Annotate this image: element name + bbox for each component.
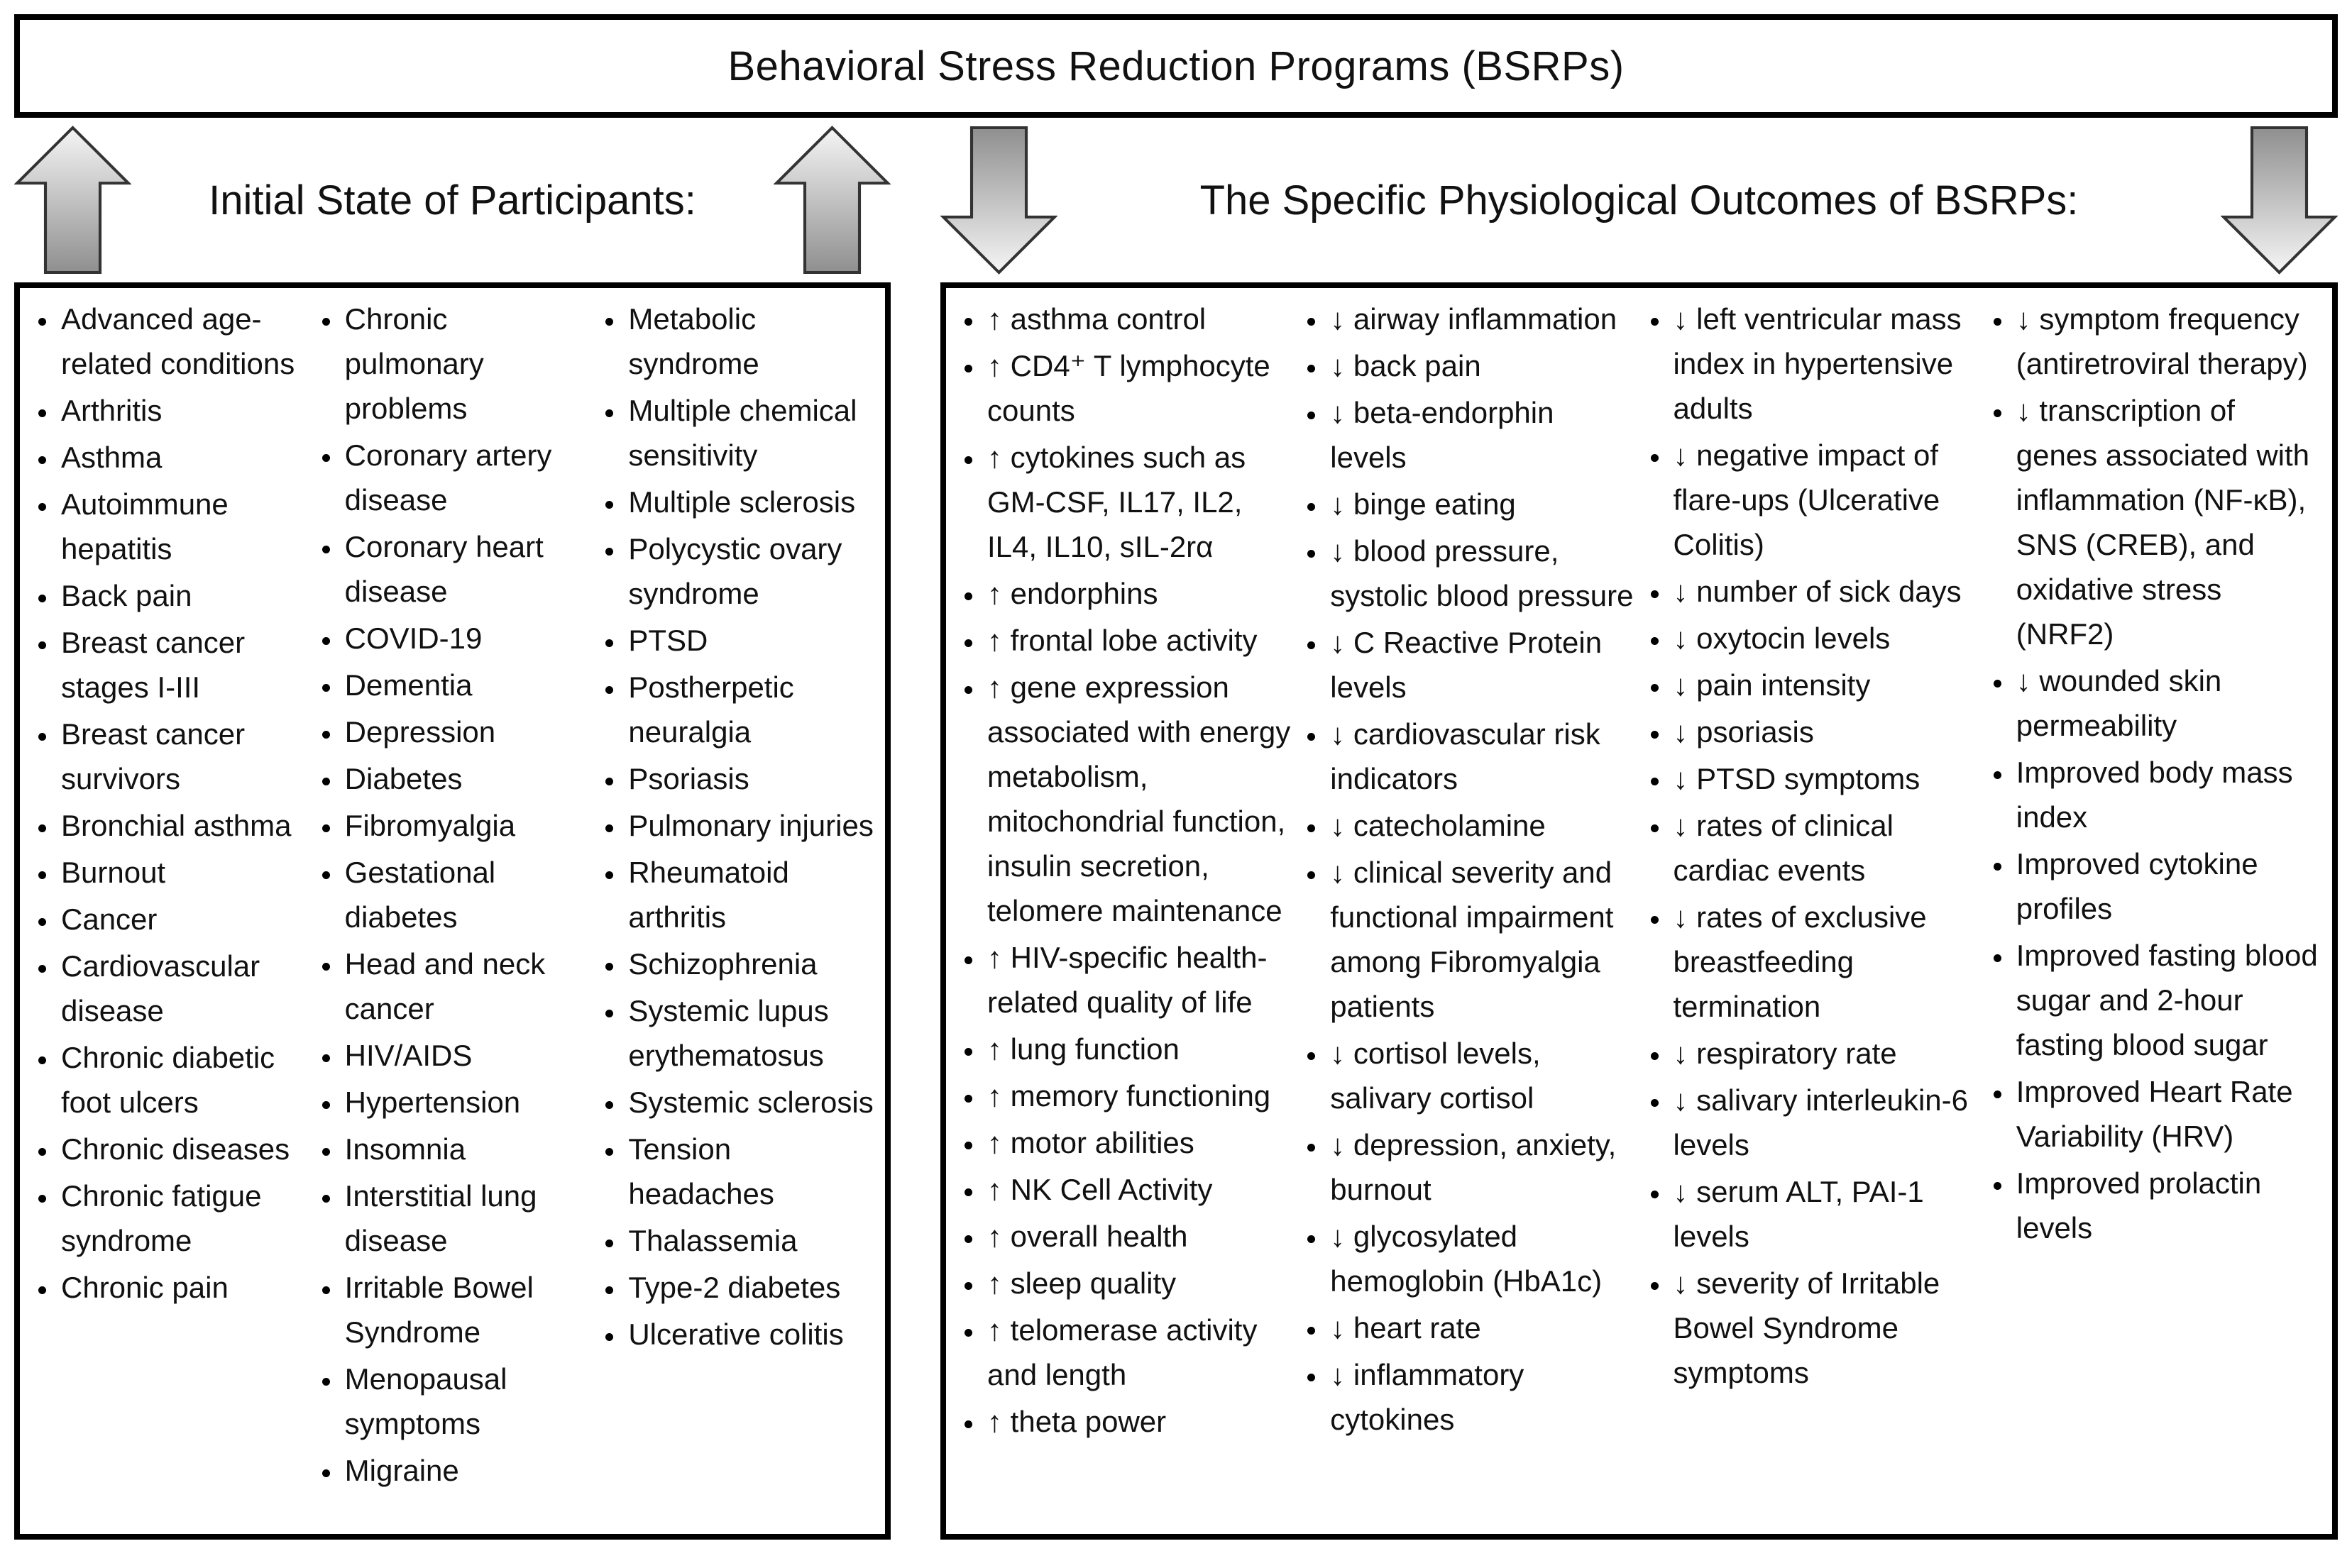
list-item: • ↑ CD4⁺ T lymphocyte counts [984, 343, 1292, 433]
list-item: • Multiple sclerosis [625, 480, 874, 524]
list-item: • Migraine [342, 1448, 590, 1493]
page-title: Behavioral Stress Reduction Programs (BSRPs) [727, 43, 1625, 89]
header-band [14, 118, 2338, 282]
list-item: • Pulmonary injuries [625, 803, 874, 848]
outcomes-panel [940, 282, 2338, 1540]
outcomes-column-2 [1296, 297, 1639, 1528]
list-item: • Chronic diseases [58, 1127, 307, 1171]
list-item: • Polycystic ovary syndrome [625, 526, 874, 616]
list-item: • ↓ pain intensity [1671, 663, 1978, 707]
list-item: • Cancer [58, 897, 307, 942]
list-item: • COVID-19 [342, 616, 590, 661]
up-arrow-icon [774, 125, 891, 275]
list-item: • ↓ rates of clinical cardiac events [1671, 803, 1978, 893]
list-item: • ↑ sleep quality [984, 1261, 1292, 1305]
list-item: • ↓ C Reactive Protein levels [1327, 620, 1634, 710]
down-arrow-icon [940, 125, 1057, 275]
list-item: • ↓ salivary interleukin-6 levels [1671, 1078, 1978, 1167]
list-item: • Asthma [58, 435, 307, 480]
initial-state-column-1 [27, 297, 311, 1528]
list-item: • Interstitial lung disease [342, 1174, 590, 1263]
list-item: • Fibromyalgia [342, 803, 590, 848]
list-item: • Rheumatoid arthritis [625, 850, 874, 939]
list-item: • ↓ PTSD symptoms [1671, 756, 1978, 801]
list-item: • ↑ memory functioning [984, 1073, 1292, 1118]
list-item: • Coronary artery disease [342, 433, 590, 522]
left-section-head [14, 118, 891, 282]
list-item: • ↑ asthma control [984, 297, 1292, 341]
list-item: • ↑ overall health [984, 1214, 1292, 1259]
initial-state-column-2 [311, 297, 595, 1528]
list-item: • Cardiovascular disease [58, 944, 307, 1033]
list-item: • Diabetes [342, 756, 590, 801]
list-item: • Chronic pulmonary problems [342, 297, 590, 431]
list-item: • Systemic sclerosis [625, 1080, 874, 1125]
outcomes-column-3 [1639, 297, 1982, 1528]
list-item: • ↓ catecholamine [1327, 803, 1634, 848]
list-item: • Postherpetic neuralgia [625, 665, 874, 754]
list-item: • ↓ clinical severity and functional impairment among Fibromyalgia patients [1327, 850, 1634, 1029]
list-item: • Type-2 diabetes [625, 1265, 874, 1310]
initial-state-column-3 [594, 297, 878, 1528]
list-item: • HIV/AIDS [342, 1033, 590, 1078]
list-item: • ↑ motor abilities [984, 1120, 1292, 1165]
list-item: • ↓ back pain [1327, 343, 1634, 388]
list-item: • ↓ severity of Irritable Bowel Syndrome symptoms [1671, 1261, 1978, 1395]
outcomes-column-4 [1982, 297, 2325, 1528]
content-row [14, 282, 2338, 1540]
list-item: • Irritable Bowel Syndrome [342, 1265, 590, 1354]
list-item: • Bronchial asthma [58, 803, 307, 848]
list-item: • ↑ theta power [984, 1399, 1292, 1444]
list-item: • Gestational diabetes [342, 850, 590, 939]
right-section-head [940, 118, 2338, 282]
list-item: • Menopausal symptoms [342, 1357, 590, 1446]
list-item: • Breast cancer stages I-III [58, 620, 307, 710]
list-item: • Head and neck cancer [342, 942, 590, 1031]
list-item: • Burnout [58, 850, 307, 895]
list-item: • Thalassemia [625, 1218, 874, 1263]
list-item: • ↓ airway inflammation [1327, 297, 1634, 341]
list-item: • ↑ frontal lobe activity [984, 618, 1292, 663]
list-item: • Schizophrenia [625, 942, 874, 986]
list-item: • Improved fasting blood sugar and 2-hour fasting blood sugar [2013, 933, 2321, 1067]
list-item: • Chronic diabetic foot ulcers [58, 1035, 307, 1125]
list-item: • ↑ telomerase activity and length [984, 1308, 1292, 1397]
list-item: • Advanced age-related conditions [58, 297, 307, 386]
list-item: • Chronic pain [58, 1265, 307, 1310]
outcomes-column-1 [953, 297, 1296, 1528]
list-item: • ↓ blood pressure, systolic blood pressure [1327, 529, 1634, 618]
list-item: • ↓ respiratory rate [1671, 1031, 1978, 1076]
list-item: • Depression [342, 710, 590, 754]
up-arrow-icon [14, 125, 131, 275]
list-item: • Breast cancer survivors [58, 712, 307, 801]
list-item: • Chronic fatigue syndrome [58, 1174, 307, 1263]
list-item: • Improved body mass index [2013, 750, 2321, 839]
list-item: • ↓ left ventricular mass index in hypertensive adults [1671, 297, 1978, 431]
list-item: • Dementia [342, 663, 590, 707]
list-item: • ↑ NK Cell Activity [984, 1167, 1292, 1212]
down-arrow-icon [2221, 125, 2338, 275]
list-item: • ↑ endorphins [984, 571, 1292, 616]
list-item: • ↓ depression, anxiety, burnout [1327, 1122, 1634, 1212]
list-item: • Ulcerative colitis [625, 1312, 874, 1357]
list-item: • ↓ psoriasis [1671, 710, 1978, 754]
list-item: • ↑ HIV-specific health-related quality of life [984, 935, 1292, 1025]
list-item: • ↓ wounded skin permeability [2013, 658, 2321, 748]
list-item: • Autoimmune hepatitis [58, 482, 307, 571]
list-item: • Improved Heart Rate Variability (HRV) [2013, 1069, 2321, 1159]
list-item: • ↓ symptom frequency (antiretroviral therapy) [2013, 297, 2321, 386]
list-item: • ↓ transcription of genes associated with inflammation (NF-κB), SNS (CREB), and oxidative stress (NRF2) [2013, 388, 2321, 656]
list-item: • ↑ gene expression associated with energy metabolism, mitochondrial function, insulin secretion, telomere maintenance [984, 665, 1292, 933]
list-item: • Improved prolactin levels [2013, 1161, 2321, 1250]
list-item: • ↓ cardiovascular risk indicators [1327, 712, 1634, 801]
list-item: • Improved cytokine profiles [2013, 841, 2321, 931]
list-item: • ↓ beta-endorphin levels [1327, 390, 1634, 480]
list-item: • ↓ oxytocin levels [1671, 616, 1978, 661]
left-section-header: Initial State of Participants: [209, 177, 696, 223]
list-item: • Psoriasis [625, 756, 874, 801]
list-item: • ↓ number of sick days [1671, 569, 1978, 614]
list-item: • Hypertension [342, 1080, 590, 1125]
list-item: • Metabolic syndrome [625, 297, 874, 386]
list-item: • Coronary heart disease [342, 524, 590, 614]
right-section-header: The Specific Physiological Outcomes of BSRPs: [1199, 177, 2079, 223]
list-item: • ↓ cortisol levels, salivary cortisol [1327, 1031, 1634, 1120]
list-item: • Multiple chemical sensitivity [625, 388, 874, 477]
initial-state-panel [14, 282, 891, 1540]
list-item: • ↓ heart rate [1327, 1305, 1634, 1350]
title-banner [14, 14, 2338, 118]
list-item: • ↓ rates of exclusive breastfeeding termination [1671, 895, 1978, 1029]
list-item: • Back pain [58, 573, 307, 618]
list-item: • Systemic lupus erythematosus [625, 988, 874, 1078]
list-item: • ↓ inflammatory cytokines [1327, 1352, 1634, 1442]
list-item: • ↑ cytokines such as GM-CSF, IL17, IL2, IL4, IL10, sIL-2rα [984, 435, 1292, 569]
list-item: • Tension headaches [625, 1127, 874, 1216]
list-item: • ↓ negative impact of flare-ups (Ulcerative Colitis) [1671, 433, 1978, 567]
list-item: • ↓ binge eating [1327, 482, 1634, 526]
list-item: • Arthritis [58, 388, 307, 433]
list-item: • ↓ serum ALT, PAI-1 levels [1671, 1169, 1978, 1259]
list-item: • Insomnia [342, 1127, 590, 1171]
list-item: • PTSD [625, 618, 874, 663]
list-item: • ↑ lung function [984, 1027, 1292, 1071]
list-item: • ↓ glycosylated hemoglobin (HbA1c) [1327, 1214, 1634, 1303]
